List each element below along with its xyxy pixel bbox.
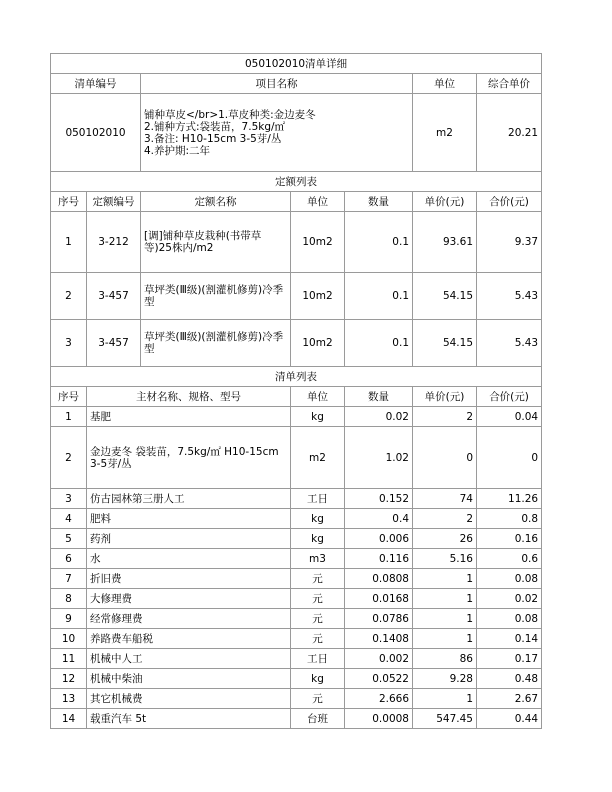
quota-header-seq: 序号 — [51, 192, 87, 212]
material-seq: 11 — [51, 649, 87, 669]
quota-row — [51, 273, 542, 320]
quota-code: 3-212 — [87, 212, 141, 273]
quota-unit: 10m2 — [291, 320, 345, 367]
quota-row — [51, 320, 542, 367]
material-row — [51, 629, 542, 649]
material-total: 0.04 — [477, 407, 542, 427]
material-qty: 0.002 — [345, 649, 413, 669]
material-seq: 7 — [51, 569, 87, 589]
material-row — [51, 529, 542, 549]
material-name: 折旧费 — [87, 569, 291, 589]
material-qty: 0.0522 — [345, 669, 413, 689]
material-total: 0.48 — [477, 669, 542, 689]
material-seq: 13 — [51, 689, 87, 709]
material-total: 11.26 — [477, 489, 542, 509]
material-seq: 3 — [51, 489, 87, 509]
material-unit-price: 0 — [413, 427, 477, 489]
quota-name: 草坪类(Ⅲ级)(割灌机修剪)冷季型 — [141, 273, 291, 320]
material-unit: kg — [291, 509, 345, 529]
material-unit-price: 547.45 — [413, 709, 477, 729]
material-unit-price: 9.28 — [413, 669, 477, 689]
material-total: 0.8 — [477, 509, 542, 529]
material-unit-price: 74 — [413, 489, 477, 509]
table-title: 050102010清单详细 — [51, 54, 542, 74]
material-seq: 6 — [51, 549, 87, 569]
material-total: 0.08 — [477, 569, 542, 589]
material-seq: 8 — [51, 589, 87, 609]
quota-qty: 0.1 — [345, 320, 413, 367]
quota-row — [51, 212, 542, 273]
quota-unit-price: 54.15 — [413, 320, 477, 367]
material-name: 大修理费 — [87, 589, 291, 609]
material-unit: 工日 — [291, 489, 345, 509]
material-total: 0.14 — [477, 629, 542, 649]
material-seq: 1 — [51, 407, 87, 427]
material-unit-price: 86 — [413, 649, 477, 669]
material-row — [51, 649, 542, 669]
quota-total: 9.37 — [477, 212, 542, 273]
material-name: 其它机械费 — [87, 689, 291, 709]
quota-name: 草坪类(Ⅲ级)(割灌机修剪)冷季型 — [141, 320, 291, 367]
material-seq: 2 — [51, 427, 87, 489]
material-qty: 0.0786 — [345, 609, 413, 629]
material-unit: kg — [291, 529, 345, 549]
quota-header-unit: 单位 — [291, 192, 345, 212]
material-qty: 1.02 — [345, 427, 413, 489]
material-qty: 0.116 — [345, 549, 413, 569]
quota-unit-price: 54.15 — [413, 273, 477, 320]
material-section-title: 清单列表 — [51, 367, 542, 387]
material-total: 0.17 — [477, 649, 542, 669]
material-row — [51, 589, 542, 609]
material-row — [51, 489, 542, 509]
quota-header-unit-price: 单价(元) — [413, 192, 477, 212]
material-header-seq: 序号 — [51, 387, 87, 407]
material-total: 0 — [477, 427, 542, 489]
item-description: 铺种草皮</br>1.草皮种类:金边麦冬 2.铺种方式:袋装苗，7.5kg/㎡ 3.备注: H10-15cm 3-5芽/丛 4.养护期:二年 — [141, 94, 413, 172]
material-seq: 10 — [51, 629, 87, 649]
material-header-unit: 单位 — [291, 387, 345, 407]
quota-header-name: 定额名称 — [141, 192, 291, 212]
header-name: 项目名称 — [141, 74, 413, 94]
material-seq: 4 — [51, 509, 87, 529]
material-header-total: 合价(元) — [477, 387, 542, 407]
material-row — [51, 427, 542, 489]
quota-seq: 2 — [51, 273, 87, 320]
material-total: 0.44 — [477, 709, 542, 729]
quota-section-title: 定额列表 — [51, 172, 542, 192]
item-code: 050102010 — [51, 94, 141, 172]
quota-header-total: 合价(元) — [477, 192, 542, 212]
header-unit: 单位 — [413, 74, 477, 94]
material-qty: 0.0168 — [345, 589, 413, 609]
quota-qty: 0.1 — [345, 212, 413, 273]
quota-unit: 10m2 — [291, 273, 345, 320]
quota-code: 3-457 — [87, 273, 141, 320]
material-unit-price: 26 — [413, 529, 477, 549]
material-row — [51, 569, 542, 589]
material-unit: 元 — [291, 689, 345, 709]
quota-header-code: 定额编号 — [87, 192, 141, 212]
material-name: 金边麦冬 袋装苗，7.5kg/㎡ H10-15cm 3-5芽/丛 — [87, 427, 291, 489]
material-unit: m2 — [291, 427, 345, 489]
material-name: 基肥 — [87, 407, 291, 427]
material-total: 2.67 — [477, 689, 542, 709]
quota-total: 5.43 — [477, 320, 542, 367]
material-unit: kg — [291, 407, 345, 427]
material-row — [51, 689, 542, 709]
material-unit-price: 1 — [413, 609, 477, 629]
material-header-name: 主材名称、规格、型号 — [87, 387, 291, 407]
material-unit: 元 — [291, 609, 345, 629]
material-qty: 0.0808 — [345, 569, 413, 589]
material-name: 经常修理费 — [87, 609, 291, 629]
material-qty: 0.152 — [345, 489, 413, 509]
material-seq: 9 — [51, 609, 87, 629]
material-name: 药剂 — [87, 529, 291, 549]
material-qty: 0.0008 — [345, 709, 413, 729]
material-unit: 元 — [291, 589, 345, 609]
item-price: 20.21 — [477, 94, 542, 172]
material-unit: 台班 — [291, 709, 345, 729]
material-row — [51, 609, 542, 629]
material-qty: 0.4 — [345, 509, 413, 529]
quota-seq: 1 — [51, 212, 87, 273]
bill-detail-table — [50, 53, 542, 729]
material-unit: m3 — [291, 549, 345, 569]
quota-unit: 10m2 — [291, 212, 345, 273]
material-seq: 5 — [51, 529, 87, 549]
material-total: 0.6 — [477, 549, 542, 569]
material-seq: 14 — [51, 709, 87, 729]
material-unit-price: 1 — [413, 689, 477, 709]
quota-seq: 3 — [51, 320, 87, 367]
quota-header-qty: 数量 — [345, 192, 413, 212]
quota-code: 3-457 — [87, 320, 141, 367]
material-row — [51, 669, 542, 689]
quota-total: 5.43 — [477, 273, 542, 320]
quota-qty: 0.1 — [345, 273, 413, 320]
material-total: 0.08 — [477, 609, 542, 629]
material-seq: 12 — [51, 669, 87, 689]
material-unit-price: 5.16 — [413, 549, 477, 569]
material-unit: 元 — [291, 629, 345, 649]
material-name: 水 — [87, 549, 291, 569]
quota-unit-price: 93.61 — [413, 212, 477, 273]
material-unit: kg — [291, 669, 345, 689]
header-price: 综合单价 — [477, 74, 542, 94]
material-qty: 0.1408 — [345, 629, 413, 649]
material-qty: 0.006 — [345, 529, 413, 549]
material-header-unit-price: 单价(元) — [413, 387, 477, 407]
material-row — [51, 509, 542, 529]
material-row — [51, 549, 542, 569]
material-total: 0.16 — [477, 529, 542, 549]
material-qty: 0.02 — [345, 407, 413, 427]
material-qty: 2.666 — [345, 689, 413, 709]
material-unit: 工日 — [291, 649, 345, 669]
material-name: 载重汽车 5t — [87, 709, 291, 729]
material-unit-price: 1 — [413, 569, 477, 589]
material-name: 养路费车船税 — [87, 629, 291, 649]
material-row — [51, 407, 542, 427]
material-unit-price: 1 — [413, 589, 477, 609]
material-header-qty: 数量 — [345, 387, 413, 407]
material-total: 0.02 — [477, 589, 542, 609]
item-unit: m2 — [413, 94, 477, 172]
material-unit-price: 2 — [413, 407, 477, 427]
material-unit-price: 2 — [413, 509, 477, 529]
material-unit-price: 1 — [413, 629, 477, 649]
material-name: 肥料 — [87, 509, 291, 529]
header-code: 清单编号 — [51, 74, 141, 94]
material-unit: 元 — [291, 569, 345, 589]
material-name: 仿古园林第三册人工 — [87, 489, 291, 509]
material-name: 机械中人工 — [87, 649, 291, 669]
material-row — [51, 709, 542, 729]
material-name: 机械中柴油 — [87, 669, 291, 689]
quota-name: [调]铺种草皮栽种(书带草等)25株内/m2 — [141, 212, 291, 273]
